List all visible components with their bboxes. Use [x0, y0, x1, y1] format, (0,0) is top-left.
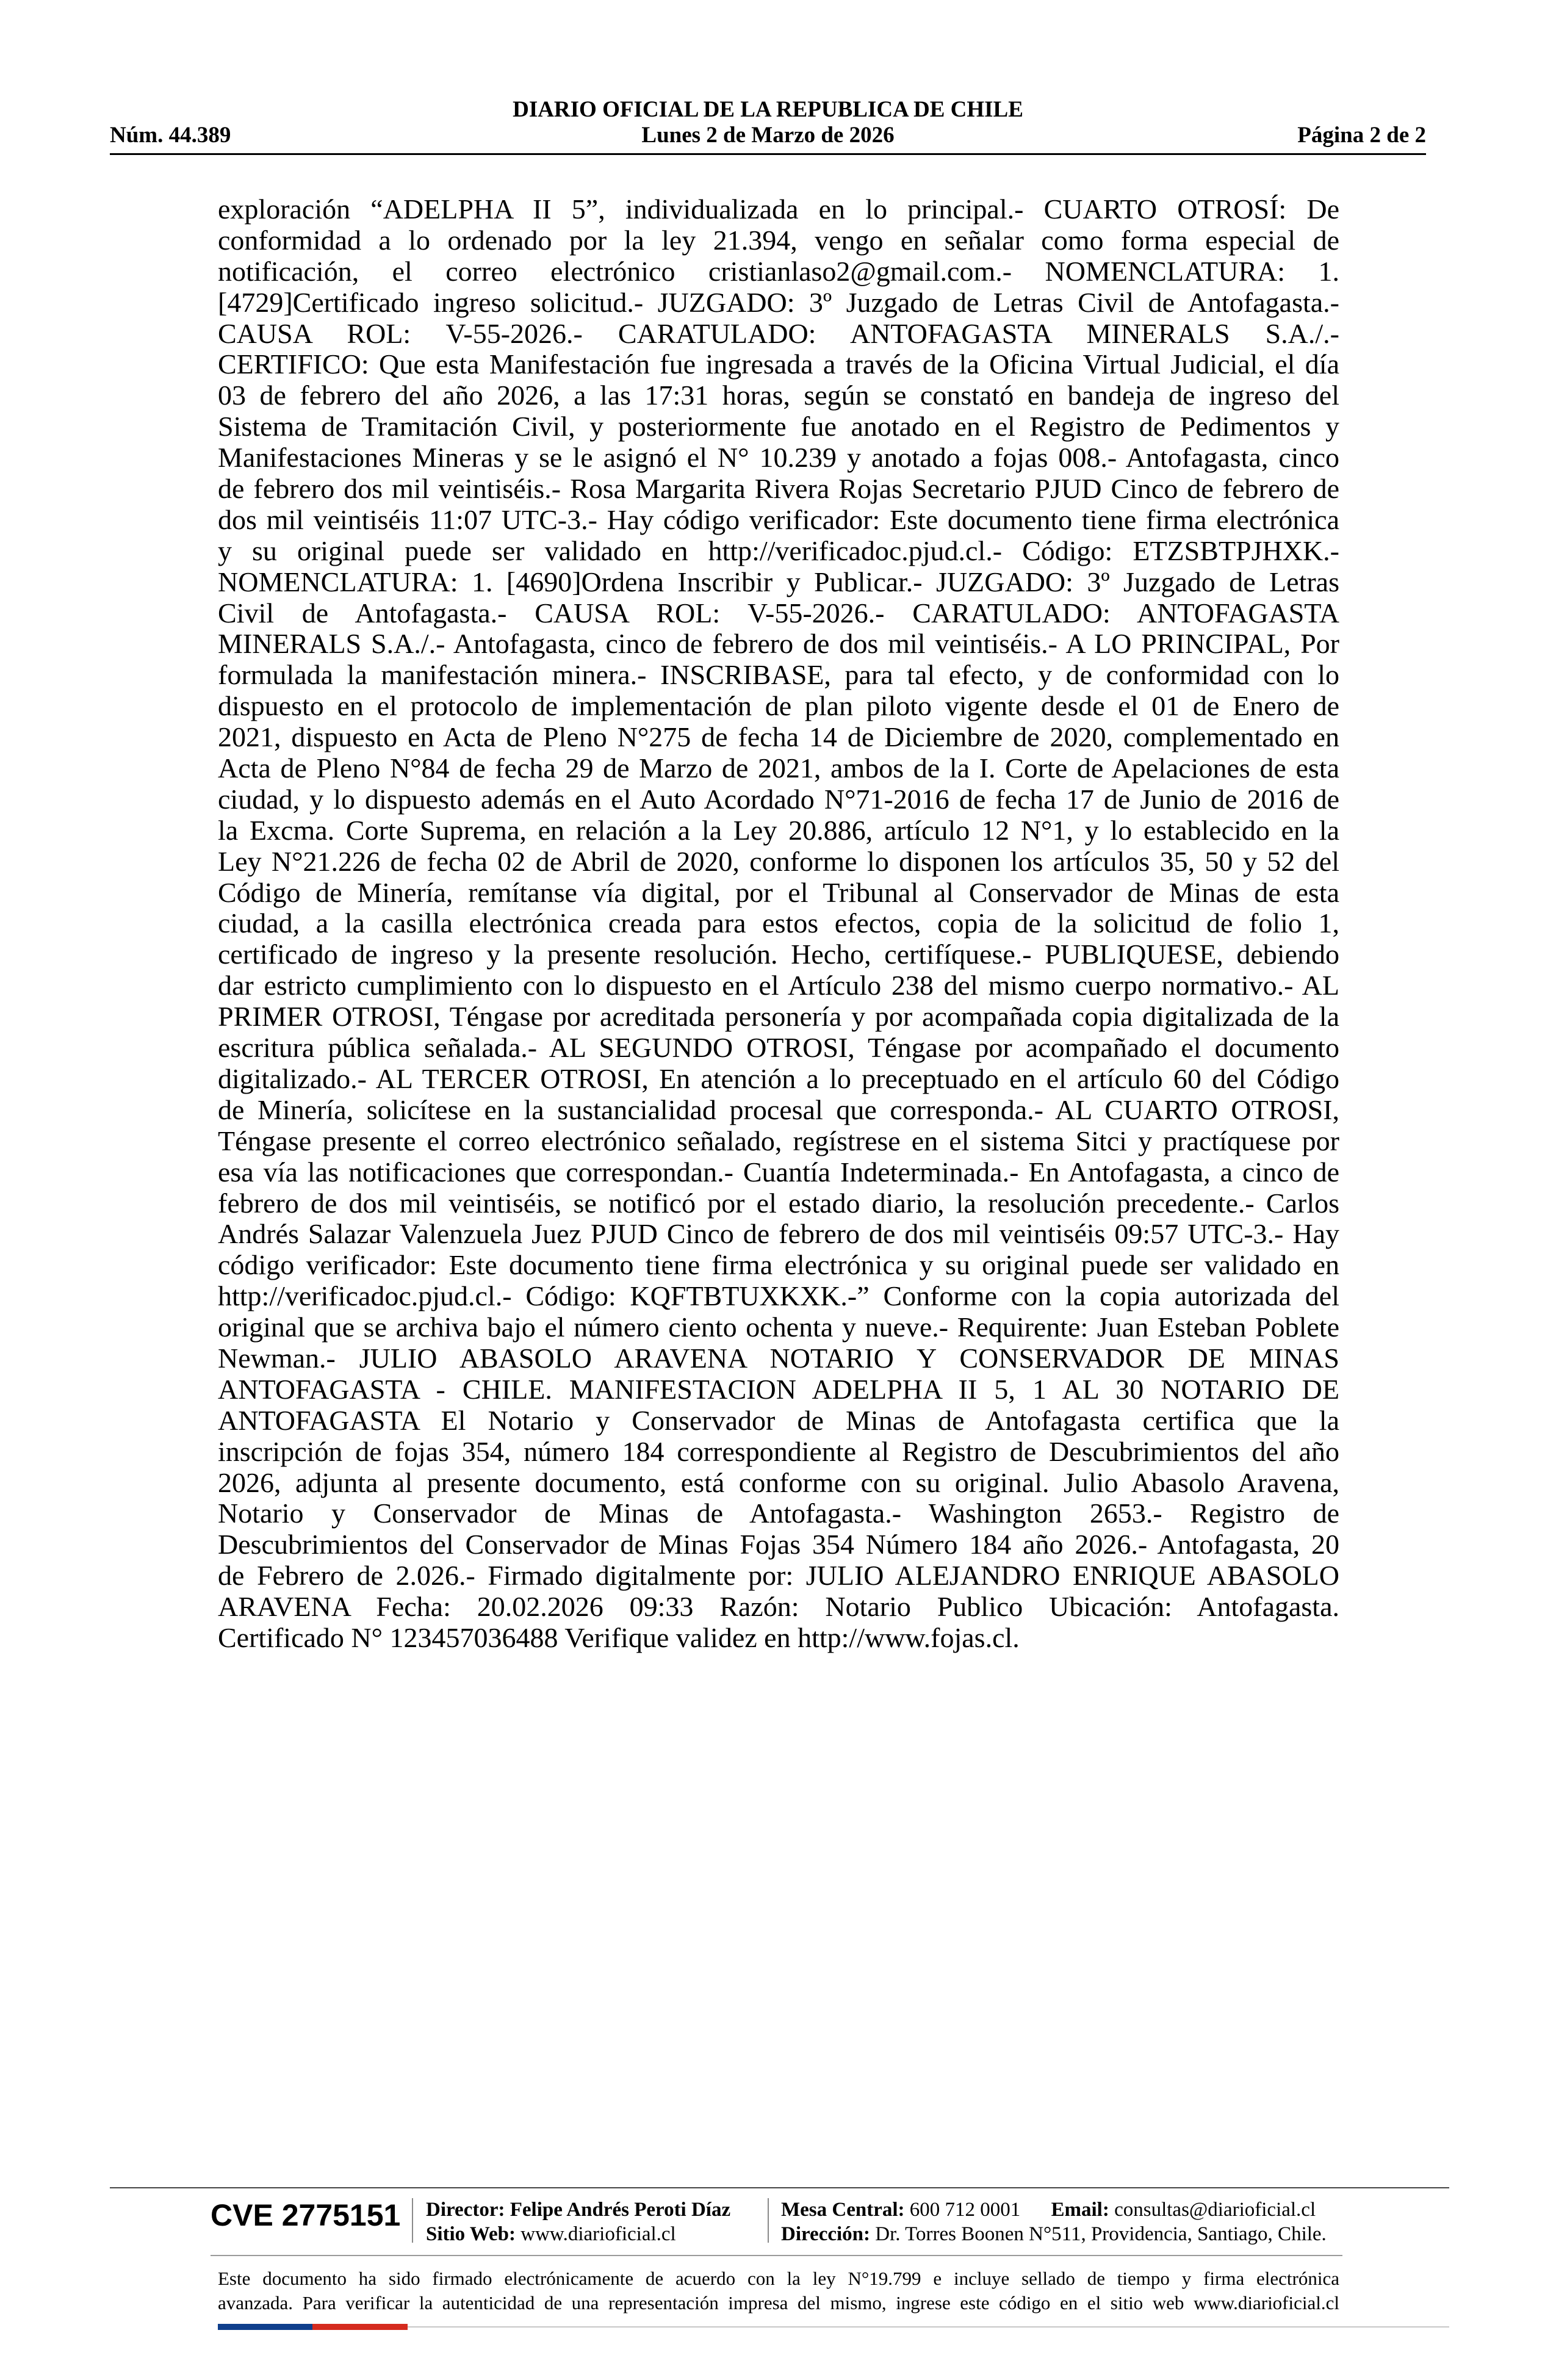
body-line: escritura pública señalada.- AL SEGUNDO OTROSI, Téngase por acompañado el documento — [218, 1032, 1339, 1064]
body-line: notificación, el correo electrónico cristianlaso2@gmail.com.- NOMENCLATURA: 1. — [218, 255, 1339, 287]
website-value: www.diarioficial.cl — [520, 2223, 676, 2245]
body-line: dispuesto en el protocolo de implementación de plan piloto vigente desde el 01 de Enero de — [218, 690, 1339, 722]
body-line: de febrero dos mil veintiséis.- Rosa Margarita Rivera Rojas Secretario PJUD Cinco de febrero de — [218, 473, 1339, 505]
body-line: ANTOFAGASTA El Notario y Conservador de Minas de Antofagasta certifica que la — [218, 1404, 1339, 1436]
body-line: esa vía las notificaciones que correspondan.- Cuantía Indeterminada.- En Antofagasta, a cinco de — [218, 1156, 1339, 1188]
body-line: de Febrero de 2.026.- Firmado digitalmente por: JULIO ALEJANDRO ENRIQUE ABASOLO — [218, 1560, 1339, 1592]
body-line: PRIMER OTROSI, Téngase por acreditada personería y por acompañada copia digitalizada de la — [218, 1001, 1339, 1033]
body-line: de Minería, solicítese en la sustancialidad procesal que corresponda.- AL CUARTO OTROSI, — [218, 1094, 1339, 1125]
body-line: MINERALS S.A./.- Antofagasta, cinco de febrero de dos mil veintiséis.- A LO PRINCIPAL, Por — [218, 628, 1339, 660]
footer-contact-block — [781, 2198, 1327, 2246]
body-line: inscripción de fojas 354, número 184 correspondiente al Registro de Descubrimientos del año — [218, 1435, 1339, 1467]
body-line: [4729]Certificado ingreso solicitud.- JUZGADO: 3º Juzgado de Letras Civil de Antofagasta.- — [218, 286, 1339, 318]
body-line: certificado de ingreso y la presente resolución. Hecho, certifíquese.- PUBLIQUESE, debiendo — [218, 939, 1339, 970]
address-line — [781, 2222, 1327, 2246]
body-line: febrero de dos mil veintiséis, se notificó por el estado diario, la resolución precedente.- Carlos — [218, 1187, 1339, 1219]
header-divider — [110, 153, 1426, 155]
body-line: ARAVENA Fecha: 20.02.2026 09:33 Razón: Notario Publico Ubicación: Antofagasta. — [218, 1591, 1339, 1623]
body-line: dar estricto cumplimiento con lo dispuesto en el Artículo 238 del mismo cuerpo normativo.- AL — [218, 970, 1339, 1001]
body-line: Notario y Conservador de Minas de Antofagasta.- Washington 2653.- Registro de — [218, 1498, 1339, 1529]
body-line: 2021, dispuesto en Acta de Pleno N°275 de fecha 14 de Diciembre de 2020, complementado en — [218, 721, 1339, 753]
body-line: Acta de Pleno N°84 de fecha 29 de Marzo de 2021, ambos de la I. Corte de Apelaciones de esta — [218, 752, 1339, 784]
signature-disclaimer — [218, 2266, 1339, 2315]
body-line: http://verificadoc.pjud.cl.- Código: KQFTBTUXKXK.-” Conforme con la copia autorizada del — [218, 1280, 1339, 1312]
body-line: exploración “ADELPHA II 5”, individualizada en lo principal.- CUARTO OTROSÍ: De — [218, 193, 1339, 225]
footer-divider-top — [110, 2187, 1449, 2188]
flag-bar-red — [312, 2324, 408, 2330]
body-line: la Excma. Corte Suprema, en relación a la Ley 20.886, artículo 12 N°1, y lo establecido en la — [218, 814, 1339, 846]
body-line: ciudad, a la casilla electrónica creada para estos efectos, copia de la solicitud de folio 1, — [218, 907, 1339, 939]
body-line: formulada la manifestación minera.- INSCRIBASE, para tal efecto, y de conformidad con lo — [218, 659, 1339, 691]
body-line: NOMENCLATURA: 1. [4690]Ordena Inscribir y Publicar.- JUZGADO: 3º Juzgado de Letras — [218, 566, 1339, 597]
body-line: código verificador: Este documento tiene firma electrónica y su original puede ser validado en — [218, 1249, 1339, 1281]
body-line: Ley N°21.226 de fecha 02 de Abril de 2020, conforme lo disponen los artículos 35, 50 y 52 del — [218, 845, 1339, 877]
body-line: ciudad, y lo dispuesto además en el Auto Acordado N°71-2016 de fecha 17 de Junio de 2016 de — [218, 783, 1339, 815]
cve-code: CVE 2775151 — [211, 2198, 401, 2232]
body-line: 2026, adjunta al presente documento, está conforme con su original. Julio Abasolo Aravena, — [218, 1466, 1339, 1498]
footer-director-block — [426, 2198, 730, 2246]
footer-separator — [768, 2198, 769, 2243]
body-line: Código de Minería, remítanse vía digital, por el Tribunal al Conservador de Minas de esta — [218, 876, 1339, 908]
body-line: Civil de Antofagasta.- CAUSA ROL: V-55-2026.- CARATULADO: ANTOFAGASTA — [218, 597, 1339, 629]
footer-separator — [412, 2198, 413, 2243]
issue-number: Núm. 44.389 — [110, 123, 231, 148]
body-line: digitalizado.- AL TERCER OTROSI, En atención a lo preceptuado en el artículo 60 del Código — [218, 1062, 1339, 1094]
body-line: CAUSA ROL: V-55-2026.- CARATULADO: ANTOFAGASTA MINERALS S.A./.- — [218, 317, 1339, 349]
contact-line — [781, 2198, 1327, 2222]
email-label: Email: — [1051, 2199, 1109, 2221]
body-line: conformidad a lo ordenado por la ley 21.394, vengo en señalar como forma especial de — [218, 224, 1339, 256]
disclaimer-line: avanzada. Para verificar la autenticidad de una representación impresa del mismo, ingrese este código en el sitio web www.diarioficial.cl — [218, 2292, 1339, 2313]
body-line: Certificado N° 123457036488 Verifique validez en http://www.fojas.cl. — [218, 1621, 1020, 1653]
body-line: y su original puede ser validado en http://verificadoc.pjud.cl.- Código: ETZSBTPJHXK.- — [218, 535, 1339, 566]
issue-date: Lunes 2 de Marzo de 2026 — [641, 123, 895, 148]
address-value: Dr. Torres Boonen N°511, Providencia, Santiago, Chile. — [875, 2223, 1327, 2245]
page-number: Página 2 de 2 — [1297, 123, 1426, 148]
body-line: 03 de febrero del año 2026, a las 17:31 horas, según se constató en bandeja de ingreso del — [218, 380, 1339, 411]
body-line: Descubrimientos del Conservador de Minas Fojas 354 Número 184 año 2026.- Antofagasta, 20 — [218, 1529, 1339, 1560]
body-line: Sistema de Tramitación Civil, y posteriormente fue anotado en el Registro de Pedimentos y — [218, 411, 1339, 442]
email-value: consultas@diarioficial.cl — [1114, 2199, 1316, 2221]
body-line: CERTIFICO: Que esta Manifestación fue ingresada a través de la Oficina Virtual Judicial, el día — [218, 348, 1339, 380]
flag-bar-blue — [218, 2324, 312, 2330]
body-line: Andrés Salazar Valenzuela Juez PJUD Cinco de febrero de dos mil veintiséis 09:57 UTC-3.- Hay — [218, 1218, 1339, 1250]
director-line: Director: Felipe Andrés Peroti Díaz — [426, 2199, 731, 2221]
website-line — [426, 2222, 730, 2246]
phone-label: Mesa Central: — [781, 2199, 905, 2221]
body-line: Newman.- JULIO ABASOLO ARAVENA NOTARIO Y CONSERVADOR DE MINAS — [218, 1342, 1339, 1374]
footer-divider-middle — [211, 2255, 1342, 2256]
body-line: Téngase presente el correo electrónico señalado, regístrese en el sistema Sitci y practíquese por — [218, 1125, 1339, 1156]
document-body — [218, 194, 1339, 1654]
address-label: Dirección: — [781, 2223, 871, 2245]
body-line: Manifestaciones Mineras y se le asignó el N° 10.239 y anotado a fojas 008.- Antofagasta, cinco — [218, 442, 1339, 474]
phone-value: 600 712 0001 — [909, 2199, 1021, 2221]
disclaimer-line: Este documento ha sido firmado electrónicamente de acuerdo con la ley N°19.799 e incluye sellado de tiempo y firma electrónica — [218, 2268, 1339, 2289]
body-line: original que se archiva bajo el número ciento ochenta y nueve.- Requirente: Juan Esteban Poblete — [218, 1311, 1339, 1343]
flag-bar-line — [408, 2326, 1449, 2328]
newspaper-title: DIARIO OFICIAL DE LA REPUBLICA DE CHILE — [513, 97, 1023, 122]
body-line: ANTOFAGASTA - CHILE. MANIFESTACION ADELPHA II 5, 1 AL 30 NOTARIO DE — [218, 1373, 1339, 1405]
body-line: dos mil veintiséis 11:07 UTC-3.- Hay código verificador: Este documento tiene firma electrónica — [218, 503, 1339, 535]
website-label: Sitio Web: — [426, 2223, 516, 2245]
header-row — [110, 122, 1426, 149]
